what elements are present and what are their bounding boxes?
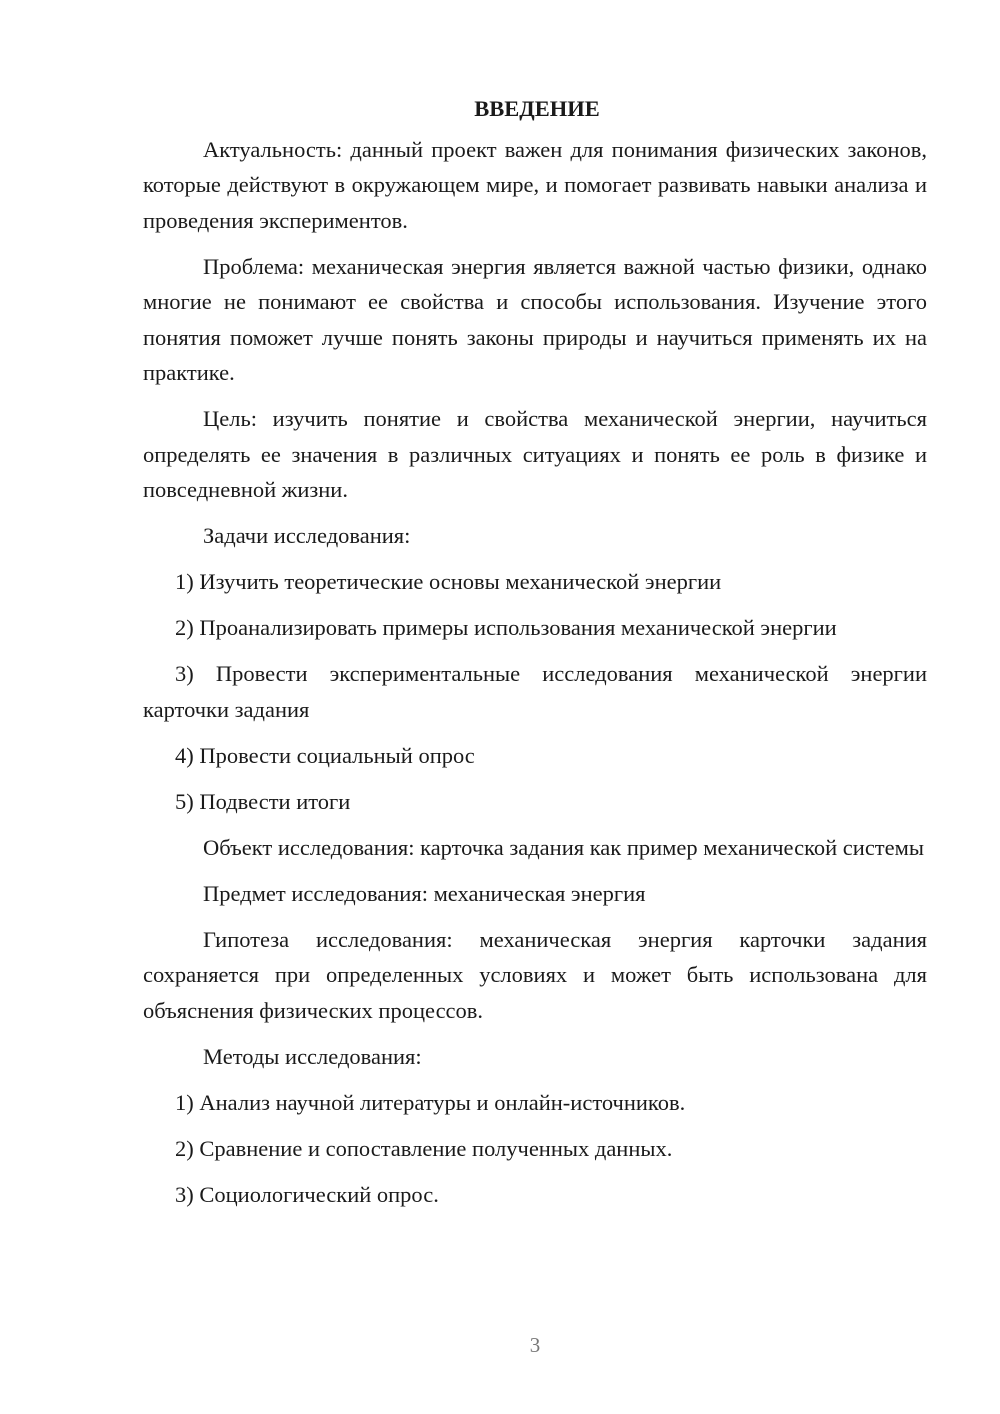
task-item: 4) Провести социальный опрос: [175, 742, 475, 768]
method-item: 3) Социологический опрос.: [175, 1181, 439, 1207]
page-title: ВВЕДЕНИЕ: [474, 96, 600, 121]
method-item: 1) Анализ научной литературы и онлайн-источников.: [175, 1089, 686, 1115]
document-body: [143, 91, 927, 1223]
tasks-heading: Задачи исследования:: [203, 523, 411, 548]
methods-heading: Методы исследования:: [203, 1043, 422, 1069]
goal-paragraph: Цель: изучить понятие и свойства механической энергии, научиться определять ее значения в различных ситуациях и понять ее роль в физике и повседневной жизни.: [143, 406, 927, 502]
problem-paragraph: Проблема: механическая энергия является важной частью физики, однако многие не понимают ее свойства и способы использования. Изучение этого понятия поможет лучше понять законы природы и научиться применять их на практике.: [143, 253, 927, 385]
object-paragraph: Объект исследования: карточка задания как пример механической системы: [203, 834, 924, 860]
task-item: 1) Изучить теоретические основы механической энергии: [175, 569, 722, 594]
method-item: 2) Сравнение и сопоставление полученных данных.: [175, 1135, 673, 1161]
task-item: 3) Провести экспериментальные исследования механической энергии карточки задания: [143, 661, 927, 722]
task-item: 2) Проанализировать примеры использования механической энергии: [175, 615, 837, 640]
task-item: 5) Подвести итоги: [175, 788, 351, 814]
subject-paragraph: Предмет исследования: механическая энергия: [203, 880, 646, 906]
relevance-paragraph: Актуальность: данный проект важен для понимания физических законов, которые действуют в окружающем мире, и помогает развивать навыки анализа и проведения экспериментов.: [143, 136, 927, 233]
hypothesis-paragraph: Гипотеза исследования: механическая энергия карточки задания сохраняется при определенных условиях и может быть использована для объяснения физических процессов.: [143, 926, 927, 1023]
page-number: 3: [529, 1333, 541, 1357]
